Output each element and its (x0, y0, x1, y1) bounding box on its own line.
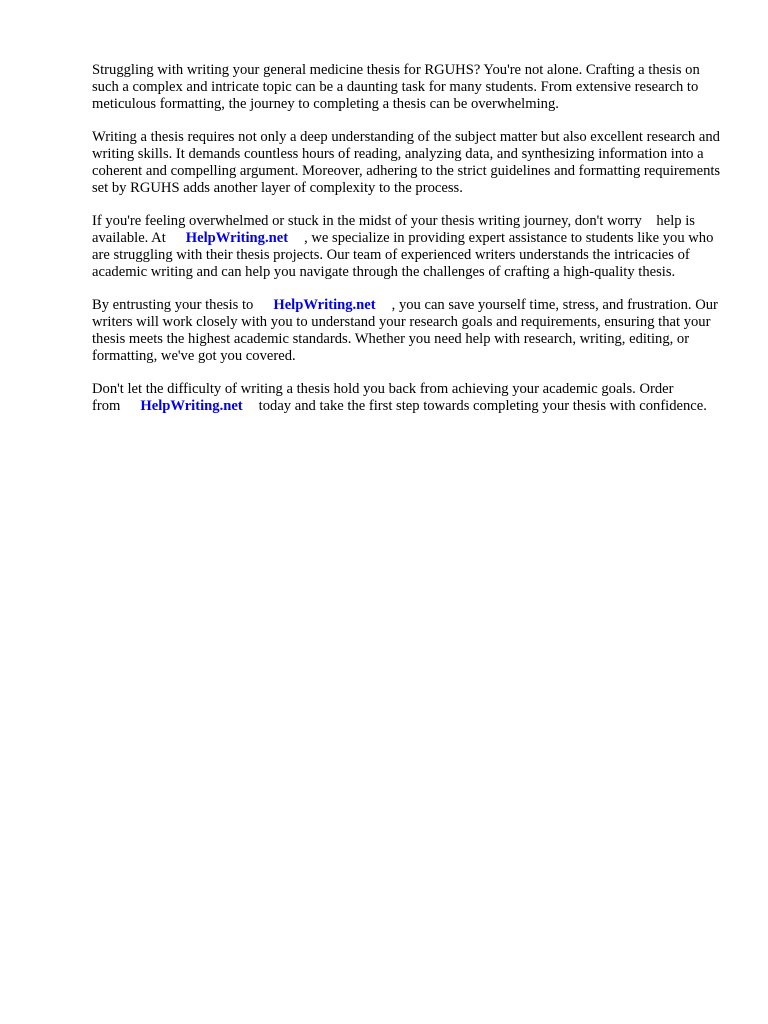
paragraph-cta-text-a: Don't let the difficulty of writing a thesis hold you back from achieving your academic goals. Order from (92, 381, 674, 414)
paragraph-help-text-b: , we specialize in providing expert assistance to students like you who are struggling with their thesis projects. Our team of experienced writers understands the intricacies of academic writing and can help you navigate through the challenges of crafting a high-quality thesis. (92, 230, 714, 280)
paragraph-entrusting-text-a: By entrusting your thesis to (92, 297, 254, 313)
paragraph-entrusting-text-b: , you can save yourself time, stress, and frustration. Our writers will work closely with you to understand your research goals and requirements, ensuring that your thesis meets the highest academic standards. Whether you need help with research, writing, editing, or formatting, we've got you covered. (92, 297, 718, 364)
helpwriting-link-1[interactable]: HelpWriting.net (185, 230, 289, 246)
paragraph-intro-text: Struggling with writing your general medicine thesis for RGUHS? You're not alone. Crafting a thesis on such a complex and intricate topic can be a daunting task for many students. From extensive research to meticulous formatting, the journey to completing a thesis can be overwhelming. (92, 62, 700, 112)
paragraph-entrusting (92, 297, 722, 365)
paragraph-requirements-text: Writing a thesis requires not only a deep understanding of the subject matter but also excellent research and writing skills. It demands countless hours of reading, analyzing data, and synthesizing information into a coherent and compelling argument. Moreover, adhering to the strict guidelines and formatting requirements set by RGUHS adds another layer of complexity to the process. (92, 129, 721, 196)
paragraph-help-text-a: If you're feeling overwhelmed or stuck in the midst of your thesis writing journey, don't worry help is available. At (92, 213, 695, 246)
helpwriting-link-2[interactable]: HelpWriting.net (273, 297, 376, 313)
paragraph-help-available (92, 213, 722, 281)
helpwriting-link-3[interactable]: HelpWriting.net (140, 398, 243, 414)
paragraph-intro (92, 62, 722, 113)
document-body (92, 62, 722, 431)
paragraph-cta-text-b: today and take the first step towards completing your thesis with confidence. (258, 398, 707, 414)
paragraph-call-to-action (92, 381, 722, 415)
paragraph-requirements (92, 129, 722, 197)
